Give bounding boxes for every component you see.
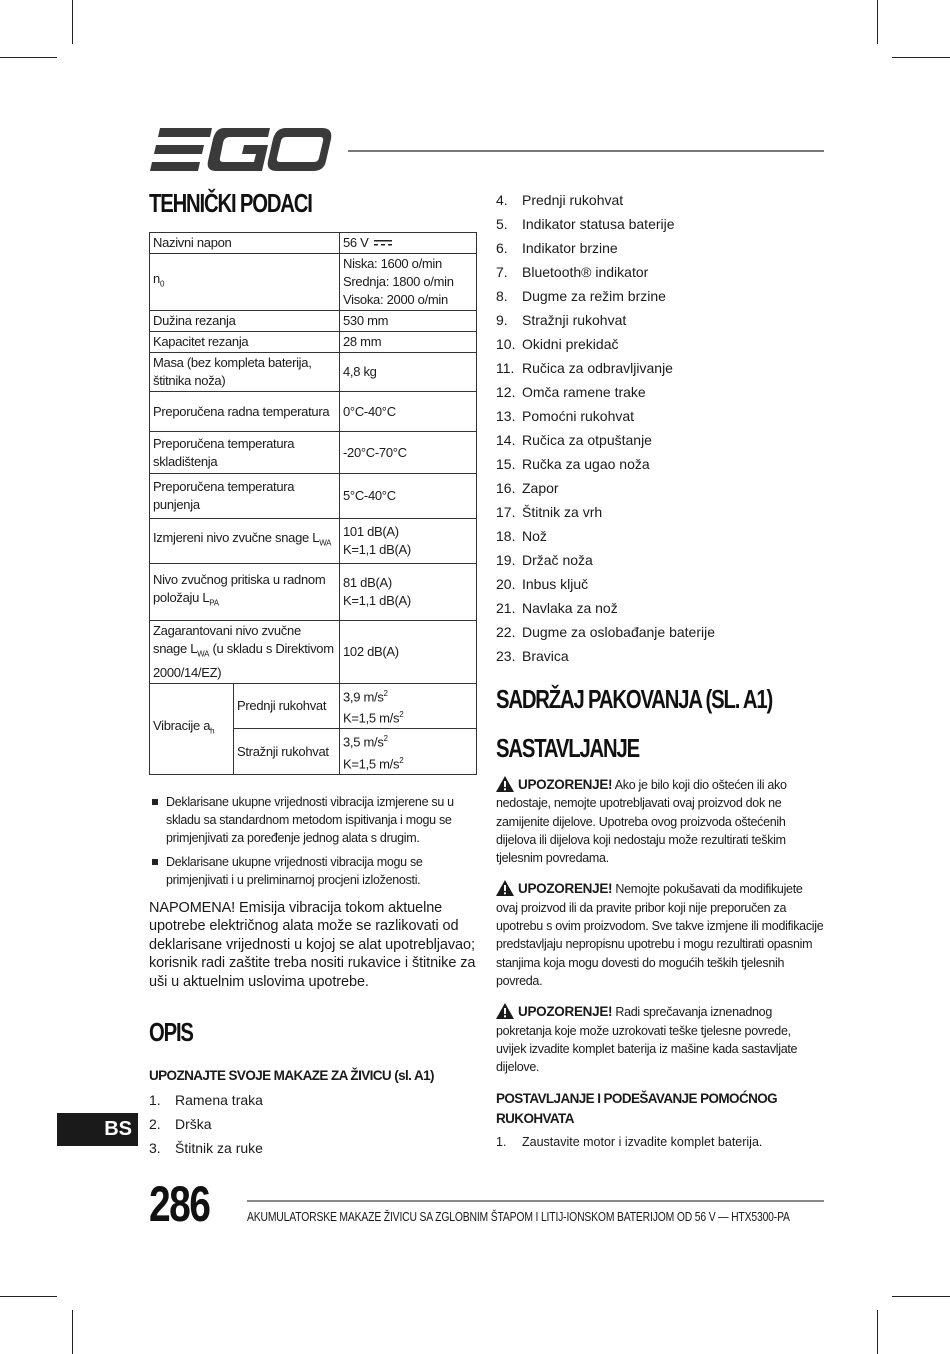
warning-triangle-icon xyxy=(496,880,514,896)
crop-mark xyxy=(72,1310,73,1354)
spec-value: 101 dB(A) K=1,1 dB(A) xyxy=(340,519,477,564)
crop-mark xyxy=(877,1310,878,1354)
list-item: 15. Ručka za ugao noža xyxy=(496,456,650,472)
list-item: 11. Ručica za odbravljivanje xyxy=(496,360,673,376)
spec-title: TEHNIČKI PODACI xyxy=(149,188,312,218)
spec-label: Kapacitet rezanja xyxy=(150,332,340,353)
list-item: 2. Drška xyxy=(149,1116,212,1133)
table-row xyxy=(150,392,477,432)
parts-list-right xyxy=(496,188,824,668)
list-item: 23. Bravica xyxy=(496,648,569,664)
spec-label: Izmjereni nivo zvučne snage $L_{WA}$ xyxy=(150,519,340,564)
crop-mark xyxy=(892,1296,950,1297)
list-item: 9. Stražnji rukohvat xyxy=(496,312,627,328)
list-item: 3. Štitnik za ruke xyxy=(149,1140,263,1157)
warning-paragraph: UPOZORENJE! Radi sprečavanja iznenadnog pokretanja koje može uzrokovati teške tjelesne povrede, uvijek izvadite komplet baterija iz mašine kada sastavljate dijelove. xyxy=(496,1004,798,1075)
table-row xyxy=(150,353,477,392)
list-item: 4. Prednji rukohvat xyxy=(496,192,624,208)
spec-value: 3,9 $m/s^2$ K=1,5 $m/s^2$ xyxy=(340,683,477,729)
spec-value: 4,8 kg xyxy=(340,353,477,392)
assembly-steps xyxy=(496,1131,824,1153)
list-item: 13. Pomoćni rukohvat xyxy=(496,408,635,424)
spec-sublabel: Prednji rukohvat xyxy=(234,683,340,729)
spec-value: 56 V xyxy=(340,233,477,254)
table-row xyxy=(150,683,477,729)
list-item: 5. Indikator statusa baterije xyxy=(496,216,675,232)
packaging-title: SADRŽAJ PAKOVANJA (SL. A1) xyxy=(496,684,773,714)
vibration-note: NAPOMENA! Emisija vibracija tokom aktuelne upotrebe električnog alata može se razlikovati od deklarisane vrijednosti u kojoj se alat upotrebljavao; korisnik radi zaštite treba nositi rukavice i štitnike za uši u aktuelnim uslovima upotrebe. xyxy=(149,899,476,990)
dc-symbol-icon xyxy=(374,239,392,247)
spec-value: 0°C-40°C xyxy=(340,392,477,432)
right-column xyxy=(496,188,824,1153)
crop-mark xyxy=(892,57,950,58)
spec-value: -20°C-70°C xyxy=(340,432,477,474)
warning-paragraph: UPOZORENJE! Ako je bilo koji dio oštećen ili ako nedostaje, nemojte upotrebljavati ovaj proizvod dok ne zamijenite dijelove. Upotreba ovog proizvoda oštećenih dijelova ili dijelova koji nedostaju može rezultirati teškim tjelesnim povredama. xyxy=(496,777,787,866)
list-item: 7. Bluetooth® indikator xyxy=(496,264,649,280)
crop-mark xyxy=(877,0,878,44)
page-number: 286 xyxy=(149,1176,210,1232)
spec-value: 28 mm xyxy=(340,332,477,353)
opis-title: OPIS xyxy=(149,1017,193,1048)
spec-value: 5°C-40°C xyxy=(340,474,477,519)
list-item: 18. Nož xyxy=(496,528,547,544)
spec-label: Nazivni napon xyxy=(150,233,340,254)
spec-value: 81 dB(A) K=1,1 dB(A) xyxy=(340,564,477,621)
spec-sublabel: Stražnji rukohvat xyxy=(234,729,340,775)
list-item: 22. Dugme za oslobađanje baterije xyxy=(496,624,716,640)
list-item: 17. Štitnik za vrh xyxy=(496,504,603,520)
table-row xyxy=(150,254,477,311)
list-item: Deklarisane ukupne vrijednosti vibracija izmjerene su u skladu sa standardnom metodom ispitivanja i mogu se primjenjivati za poređenje jednog alata s drugim. xyxy=(149,793,477,847)
table-row xyxy=(150,621,477,684)
assembly-subheading: POSTAVLJANJE I PODEŠAVANJE POMOĆNOG RUKOHVATA xyxy=(496,1091,778,1127)
spec-label: Masa (bez kompleta baterija, štitnika noža) xyxy=(150,353,340,392)
ego-logo xyxy=(150,128,332,172)
table-row xyxy=(150,311,477,332)
spec-label: Dužina rezanja xyxy=(150,311,340,332)
list-item: 1. Zaustavite motor i izvadite komplet baterija. xyxy=(496,1135,763,1150)
spec-label: Preporučena radna temperatura xyxy=(150,392,340,432)
list-item: 19. Držač noža xyxy=(496,552,593,568)
spec-label: $n_0$ xyxy=(150,254,340,311)
list-item: 8. Dugme za režim brzine xyxy=(496,288,666,304)
crop-mark xyxy=(72,0,73,44)
warning-triangle-icon xyxy=(496,776,514,792)
spec-label: Vibracije $a_h$ xyxy=(150,683,234,774)
assembly-title: SASTAVLJANJE xyxy=(496,733,639,763)
spec-value: Niska: 1600 o/min Srednja: 1800 o/min Visoka: 2000 o/min xyxy=(340,254,477,311)
table-row xyxy=(150,332,477,353)
footer-text: AKUMULATORSKE MAKAZE ŽIVICU SA ZGLOBNIM ŠTAPOM I LITIJ-IONSKOM BATERIJOM OD 56 V — HTX5300-PA xyxy=(247,1210,790,1224)
list-item: 10. Okidni prekidač xyxy=(496,336,619,352)
spec-label: Preporučena temperatura punjenja xyxy=(150,474,340,519)
list-item: 12. Omča ramene trake xyxy=(496,384,646,400)
spec-label: Nivo zvučnog pritiska u radnom položaju $L_{PA}$ xyxy=(150,564,340,621)
bullet-list xyxy=(149,793,477,889)
table-row xyxy=(150,564,477,621)
crop-mark xyxy=(0,1296,57,1297)
spec-label: Zagarantovani nivo zvučne snage $L_{WA}$ (u skladu s Direktivom 2000/14/EZ) xyxy=(150,621,340,684)
parts-list-left xyxy=(149,1088,477,1160)
warning-paragraph: UPOZORENJE! Nemojte pokušavati da modifikujete ovaj proizvod ili da pravite pribor koji nije preporučen za upotrebu s ovim proizvodom. Sve takve izmjene ili modifikacije predstavljaju nepropisnu upotrebu i mogu rezultirati opasnim stanjima koja mogu dovesti do mogućih teških tjelesnih povreda. xyxy=(496,881,824,988)
list-item: 21. Navlaka za nož xyxy=(496,600,618,616)
crop-mark xyxy=(0,57,57,58)
left-column xyxy=(149,188,477,1160)
footer-rule xyxy=(247,1200,824,1202)
list-item: 20. Inbus ključ xyxy=(496,576,589,592)
spec-table xyxy=(149,232,477,775)
list-item: 6. Indikator brzine xyxy=(496,240,618,256)
list-item: Deklarisane ukupne vrijednosti vibracija mogu se primjenjivati i u preliminarnoj procjeni izloženosti. xyxy=(149,853,477,889)
warnings xyxy=(496,776,824,1076)
table-row xyxy=(150,233,477,254)
warning-triangle-icon xyxy=(496,1003,514,1019)
language-tab: BS xyxy=(57,1113,138,1146)
list-item: 16. Zapor xyxy=(496,480,559,496)
list-item: 14. Ručica za otpuštanje xyxy=(496,432,652,448)
table-row xyxy=(150,519,477,564)
list-item: 1. Ramena traka xyxy=(149,1092,263,1109)
table-row xyxy=(150,432,477,474)
spec-value: 3,5 $m/s^2$ K=1,5 $m/s^2$ xyxy=(340,729,477,775)
spec-value: 530 mm xyxy=(340,311,477,332)
spec-label: Preporučena temperatura skladištenja xyxy=(150,432,340,474)
table-row xyxy=(150,474,477,519)
opis-subtitle: UPOZNAJTE SVOJE MAKAZE ZA ŽIVICU (sl. A1) xyxy=(149,1068,434,1084)
spec-value: 102 dB(A) xyxy=(340,621,477,684)
header-rule xyxy=(348,150,824,152)
